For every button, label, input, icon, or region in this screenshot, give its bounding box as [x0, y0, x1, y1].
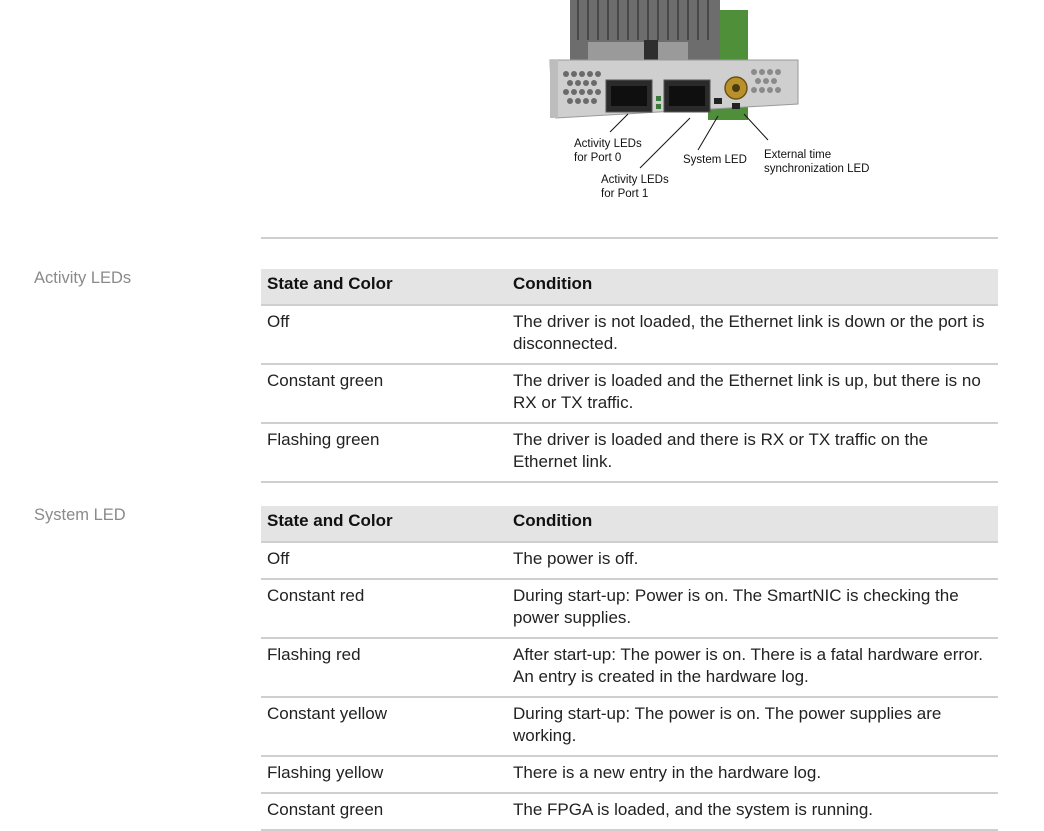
section-divider	[261, 237, 998, 239]
state-cell: Constant red	[261, 579, 507, 638]
state-cell: Flashing green	[261, 423, 507, 482]
callout-activity-port0: Activity LEDs for Port 0	[574, 138, 642, 164]
header-state: State and Color	[261, 506, 507, 542]
callout-system-led: System LED	[683, 154, 747, 166]
condition-cell: During start-up: Power is on. The SmartNIC is checking the power supplies.	[507, 579, 998, 638]
activity-leds-table	[261, 269, 998, 483]
system-led-table	[261, 506, 998, 831]
condition-cell: After start-up: The power is on. There is a fatal hardware error. An entry is created in the hardware log.	[507, 638, 998, 697]
table-row	[261, 697, 998, 756]
callout-sync-led: External time synchronization LED	[764, 149, 870, 175]
table-row	[261, 364, 998, 423]
table-row	[261, 305, 998, 364]
header-condition: Condition	[507, 506, 998, 542]
activity-leds-label: Activity LEDs	[34, 269, 132, 287]
state-cell: Off	[261, 305, 507, 364]
state-cell: Flashing yellow	[261, 756, 507, 793]
state-cell: Constant yellow	[261, 697, 507, 756]
table-header-row	[261, 506, 998, 542]
condition-cell: The driver is loaded and there is RX or TX traffic on the Ethernet link.	[507, 423, 998, 482]
condition-cell: The FPGA is loaded, and the system is running.	[507, 793, 998, 830]
condition-cell: During start-up: The power is on. The power supplies are working.	[507, 697, 998, 756]
state-cell: Off	[261, 542, 507, 579]
header-state: State and Color	[261, 269, 507, 305]
table-row	[261, 579, 998, 638]
state-cell: Flashing red	[261, 638, 507, 697]
table-header-row	[261, 269, 998, 305]
condition-cell: The driver is loaded and the Ethernet link is up, but there is no RX or TX traffic.	[507, 364, 998, 423]
state-cell: Constant green	[261, 793, 507, 830]
state-cell: Constant green	[261, 364, 507, 423]
condition-cell: The driver is not loaded, the Ethernet link is down or the port is disconnected.	[507, 305, 998, 364]
table-row	[261, 756, 998, 793]
condition-cell: The power is off.	[507, 542, 998, 579]
smartnic-figure	[548, 0, 878, 210]
table-row	[261, 542, 998, 579]
callout-activity-port1: Activity LEDs for Port 1	[601, 174, 669, 200]
system-led-label: System LED	[34, 506, 126, 524]
smartnic-card-image	[548, 0, 878, 210]
table-row	[261, 638, 998, 697]
condition-cell: There is a new entry in the hardware log.	[507, 756, 998, 793]
table-row	[261, 423, 998, 482]
header-condition: Condition	[507, 269, 998, 305]
